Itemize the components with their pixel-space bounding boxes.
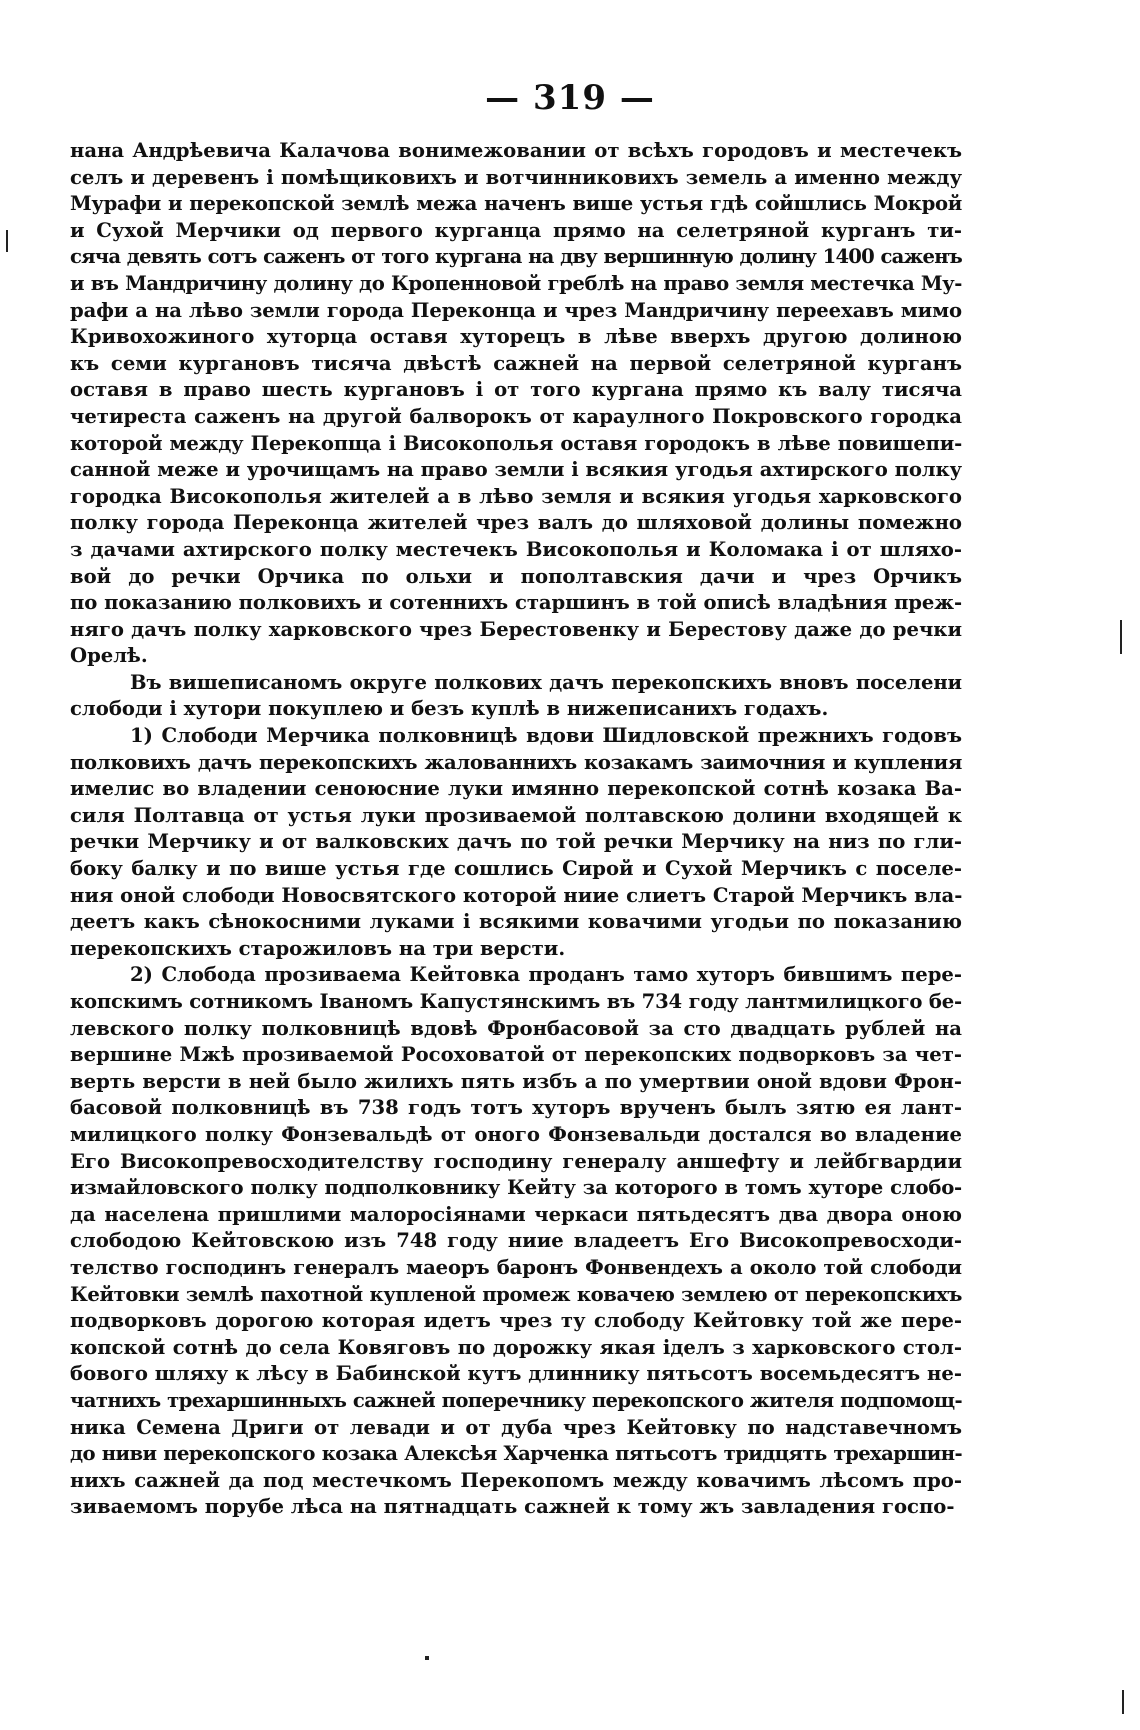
text-line: зиваемомъ порубе лѣса на пятнадцать сажней к тому жъ завладения госпо- — [70, 1495, 955, 1519]
text-line: нана Андрѣевича Калачова вонимежовании от всѣхъ городовъ и местечекъ — [70, 139, 962, 162]
text-line: 2) Слобода прозиваема Кейтовка проданъ тамо хуторъ бившимъ пере- — [130, 963, 962, 987]
text-line: ния оной слободи Новосвятского которой ниие слиетъ Старой Мерчикъ вла- — [70, 883, 963, 907]
paragraph — [70, 723, 962, 962]
text-line: деетъ какъ сѣнокосними луками і всякими ковачими угодьи по показанию — [70, 910, 962, 934]
text-line: къ семи кургановъ тисяча двѣстѣ сажней на первой селетряной курганъ — [70, 351, 962, 375]
text-line: телство господинъ генералъ маеоръ баронъ Фонвендехъ а около той слободи — [70, 1255, 962, 1279]
text-line: силя Полтавца от устья луки прозиваемой полтавскою долини входящей к — [70, 803, 962, 827]
text-line: няго дачъ полку харковского чрез Берестовенку и Берестову даже до речки — [70, 617, 962, 641]
text-line: слободою Кейтовскою изъ 748 году ниие владеетъ Его Високопревосходи- — [70, 1229, 962, 1253]
text-line: и Сухой Мерчики од первого курганца прямо на селетряной курганъ ти- — [70, 218, 962, 242]
text-line: вершине Мжѣ прозиваемой Росоховатой от перекопских подворковъ за чет- — [70, 1043, 962, 1067]
text-line: ника Семена Дриги от левади и от дуба чрез Кейтовку по надставечномъ — [70, 1415, 962, 1439]
scan-mark — [1122, 1690, 1124, 1714]
text-line: милицкого полку Фонзевальдѣ от оного Фонзевальди достался во владение — [70, 1122, 962, 1146]
text-line: Его Високопревосходителству господину генералу аншефту и лейбгвардии — [70, 1149, 962, 1173]
scan-mark — [1120, 620, 1122, 654]
text-line: четиреста саженъ на другой балворокъ от караулного Покровского городка — [70, 404, 962, 428]
text-line: копскимъ сотникомъ Іваномъ Капустянскимъ въ 734 году лантмилицкого бе- — [70, 990, 962, 1013]
text-line: рафи а на лѣво земли города Переконца и чрез Мандричину переехавъ мимо — [70, 298, 962, 322]
text-line: з дачами ахтирского полку местечекъ Високополья и Коломака і от шляхо- — [70, 537, 962, 561]
text-line: верть версти в ней было жилихъ пять избъ а по умертвии оной вдови Фрон- — [70, 1069, 962, 1093]
text-line: селъ и деревенъ і помѣщиковихъ и вотчинниковихъ земель а именно между — [70, 165, 962, 189]
text-line: оставя в право шесть кургановъ і от того кургана прямо къ валу тисяча — [70, 378, 962, 402]
text-line: Орелѣ. — [70, 644, 148, 668]
text-line: сяча девять сотъ саженъ от того кургана на дву вершинную долину 1400 саженъ — [70, 245, 962, 269]
text-line: которой между Перекопща і Високополья оставя городокъ в лѣве повишепи- — [70, 431, 962, 455]
text-line: нихъ сажней да под местечкомъ Перекопомъ между ковачимъ лѣсомъ про- — [70, 1468, 962, 1492]
text-line: слободи і хутори покуплею и безъ куплѣ в нижеписанихъ годахъ. — [70, 697, 829, 721]
text-line: измайловского полку подполковнику Кейту за которого в томъ хуторе слобо- — [70, 1176, 962, 1200]
scan-mark — [6, 230, 8, 252]
scan-mark — [425, 1656, 429, 1660]
text-line: Въ вишеписаномъ округе полкових дачъ перекопскихъ вновъ поселени — [130, 670, 962, 694]
paragraph — [70, 962, 962, 1520]
text-line: левского полку полковницѣ вдовѣ Фронбасовой за сто двадцать рублей на — [70, 1016, 962, 1040]
text-line: да населена пришлими малоросіянами черкаси пятьдесятъ два двора оною — [70, 1202, 962, 1226]
paragraph — [70, 138, 962, 670]
text-line: городка Високополья жителей а в лѣво земля и всякия угодья харковского — [70, 484, 962, 508]
text-line: Кейтовки землѣ пахотной купленой промеж ковачею землею от перекопскихъ — [70, 1282, 962, 1306]
text-line: полковихъ дачъ перекопскихъ жалованнихъ козакамъ заимочния и купления — [70, 750, 962, 774]
text-line: и въ Мандричину долину до Кропенновой греблѣ на право земля местечка Му- — [70, 271, 962, 295]
paragraph — [70, 670, 962, 723]
text-line: санной меже и урочищамъ на право земли і всякия угодья ахтирского полку — [70, 458, 962, 482]
text-line: копской сотнѣ до села Ковяговъ по дорожку якая іделъ з харковского стол- — [70, 1335, 962, 1359]
text-line: перекопскихъ старожиловъ на три версти. — [70, 936, 566, 960]
text-line: басовой полковницѣ въ 738 годъ тотъ хуторъ врученъ былъ зятю ея лант- — [70, 1096, 962, 1120]
page-number: — 319 — — [485, 78, 655, 118]
text-line: боку балку и по више устья где сошлись Сирой и Сухой Мерчикъ с поселе- — [70, 857, 962, 881]
text-line: полку города Переконца жителей чрез валъ до шляховой долины помежно — [70, 511, 962, 535]
text-line: по показанию полковихъ и сотеннихъ старшинъ в той описѣ владѣния преж- — [70, 591, 962, 615]
text-line: вой до речки Орчика по ольхи и пополтавския дачи и чрез Орчикъ — [70, 564, 962, 588]
text-line: речки Мерчику и от валковских дачъ по той речки Мерчику на низ по гли- — [70, 830, 962, 854]
text-line: подворковъ дорогою которая идетъ чрез ту слободу Кейтовку той же пере- — [70, 1309, 962, 1333]
text-line: Кривохожиного хуторца оставя хуторецъ в лѣве вверхъ другою долиною — [70, 325, 962, 349]
text-line: до ниви перекопского козака Алексѣя Харченка пятьсотъ тридцять трехаршин- — [70, 1442, 962, 1466]
text-line: 1) Слободи Мерчика полковницѣ вдови Шидловской прежнихъ годовъ — [130, 724, 962, 748]
text-line: бового шляху к лѣсу в Бабинской кутъ длиннику пятьсотъ восемьдесятъ не- — [70, 1362, 962, 1386]
text-line: имелис во владении сеноюсние луки имянно перекопской сотнѣ козака Ва- — [70, 777, 962, 801]
text-line: Мурафи и перекопской землѣ межа наченъ више устья гдѣ сойшлись Мокрой — [70, 192, 962, 216]
text-line: чатнихъ трехаршинныхъ сажней поперечнику перекопского жителя подпомощ- — [70, 1388, 962, 1412]
document-body — [70, 138, 962, 1521]
